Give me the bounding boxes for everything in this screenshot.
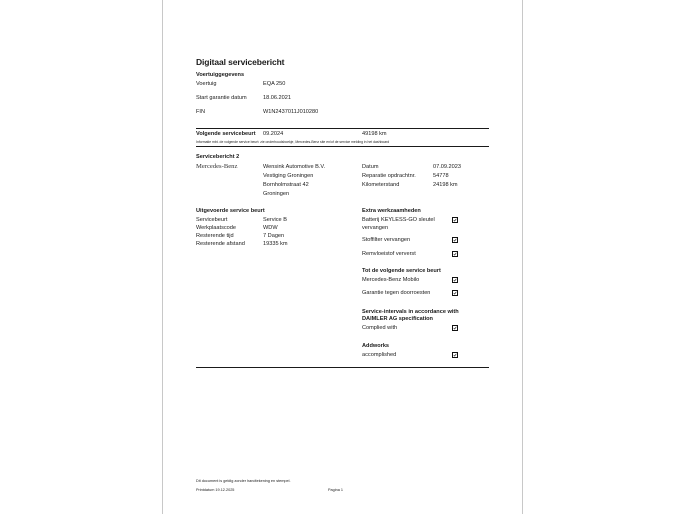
cabin-filter-checkbox <box>452 237 458 243</box>
page-number: Pagina 1 <box>328 488 343 492</box>
until-next-item-label: Mercedes-Benz Mobilo <box>362 277 420 283</box>
remaining-time-value: 7 Dagen <box>263 233 285 239</box>
addworks-item-label: accomplished <box>362 352 397 358</box>
service-label: Servicebeurt <box>196 217 228 223</box>
dealer-street: Bornholmstraat 42 <box>263 182 309 188</box>
addworks-checkbox <box>452 352 458 358</box>
dealer-name: Wensink Automotive B.V. <box>263 164 326 170</box>
report-heading: Servicebericht 2 <box>196 154 240 160</box>
next-service-date: 09.2024 <box>263 131 284 137</box>
divider <box>196 146 489 147</box>
repair-order-value: 54778 <box>433 173 449 179</box>
vehicle-value: EQA 250 <box>263 81 286 87</box>
divider <box>196 128 489 129</box>
next-service-heading: Volgende servicebeurt <box>196 131 256 137</box>
dealer-branch: Vestiging Groningen <box>263 173 314 179</box>
rust-warranty-checkbox <box>452 290 458 296</box>
mileage-label: Kilometerstand <box>362 182 400 188</box>
warranty-start-label: Start garantie datum <box>196 95 247 101</box>
document-title: Digitaal servicebericht <box>196 57 285 67</box>
print-date: Printdatum 19.12.2025 <box>196 488 235 492</box>
extra-item-label-cont: vervangen <box>362 225 389 231</box>
repair-order-label: Reparatie opdrachtnr. <box>362 173 416 179</box>
date-label: Datum <box>362 164 379 170</box>
battery-key-checkbox <box>452 217 458 223</box>
brake-fluid-checkbox <box>452 251 458 257</box>
workshop-code-value: WDW <box>263 225 278 231</box>
until-next-heading: Tot de volgende service beurt <box>362 268 441 274</box>
next-service-km: 49198 km <box>362 131 387 137</box>
intervals-item-label: Complied with <box>362 325 398 331</box>
divider <box>196 367 489 368</box>
remaining-distance-value: 19335 km <box>263 241 288 247</box>
mercedes-benz-logo: Mercedes-Benz <box>196 163 238 170</box>
performed-heading: Uitgevoerde service beurt <box>196 208 265 214</box>
next-service-info: Informatie mbt. de volgende service beurt: zie onderhoudsboekje, Mercedes-Benz site en/of de service melding in het dashboard <box>196 139 390 144</box>
warranty-start-value: 18.06.2021 <box>263 95 291 101</box>
fin-value: W1N2437011J010280 <box>263 109 319 115</box>
intervals-heading-cont: DAIMLER AG specification <box>362 316 433 322</box>
mobilo-checkbox <box>452 277 458 283</box>
addworks-heading: Addworks <box>362 343 390 349</box>
mileage-value: 24198 km <box>433 182 458 188</box>
intervals-heading: Service-intervals in accordance with <box>362 309 459 315</box>
date-value: 07.09.2023 <box>433 164 461 170</box>
extra-item-label: Batterij KEYLESS-GO sleutel <box>362 217 435 223</box>
intervals-checkbox <box>452 325 458 331</box>
vehicle-label: Voertuig <box>196 81 217 87</box>
dealer-city: Groningen <box>263 191 290 197</box>
fin-label: FIN <box>196 109 206 115</box>
until-next-item-label: Garantie tegen doorroesten <box>362 290 431 296</box>
service-value: Service B <box>263 217 287 223</box>
extra-item-label: Remvloeistof ververst <box>362 251 416 257</box>
document-page <box>162 0 523 514</box>
remaining-distance-label: Resterende afstand <box>196 241 245 247</box>
workshop-code-label: Werkplaatscode <box>196 225 237 231</box>
validity-note: Dit document is geldig zonder handtekening en stempel. <box>196 479 291 483</box>
extra-item-label: Stoffilter vervangen <box>362 237 411 243</box>
remaining-time-label: Resterende tijd <box>196 233 234 239</box>
extra-work-heading: Extra werkzaamheden <box>362 208 421 214</box>
vehicle-heading: Voertuiggegevens <box>196 72 245 78</box>
